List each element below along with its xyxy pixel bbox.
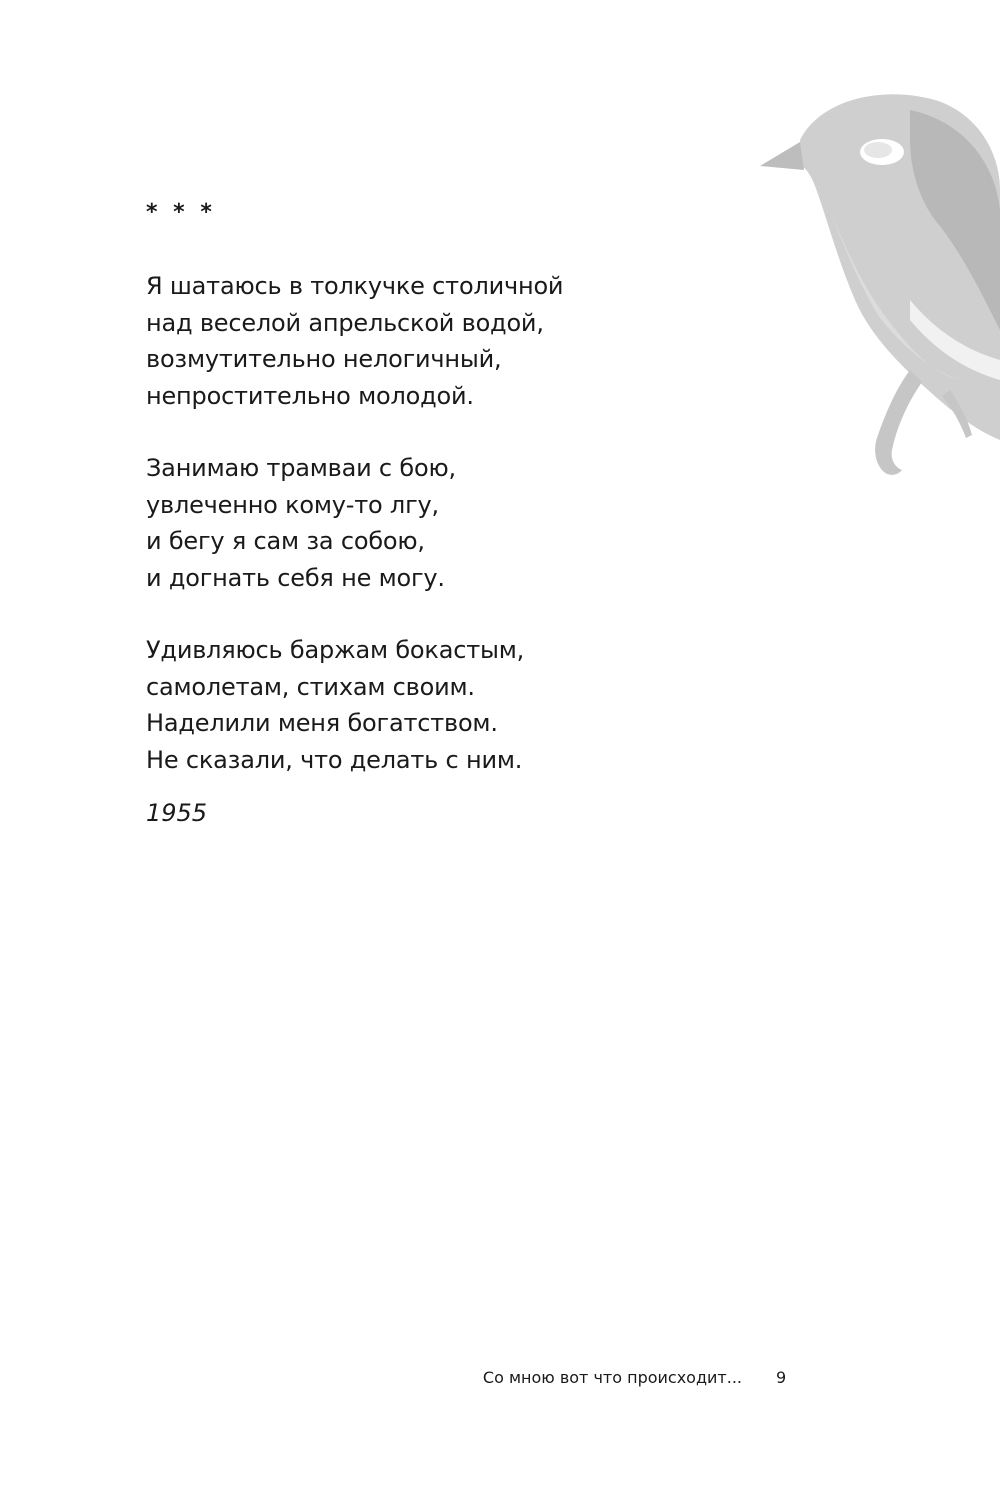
poem-line: Не сказали, что делать с ним. xyxy=(146,745,523,774)
poem-line: Наделили меня богатством. xyxy=(146,709,498,737)
poem-separator: * * * xyxy=(146,200,216,225)
poem-line: возмутительно нелогичный, xyxy=(146,345,502,373)
stanza-3 xyxy=(146,632,706,778)
poem-line: увлеченно кому-то лгу, xyxy=(146,490,439,519)
poem-line: Занимаю трамваи с бою, xyxy=(146,454,456,482)
page-footer xyxy=(0,1364,1000,1394)
bird-icon xyxy=(760,70,1000,490)
poem-line: непростительно молодой. xyxy=(146,381,474,410)
poem-line: над веселой апрельской водой, xyxy=(146,308,544,337)
poem-line: самолетам, стихам своим. xyxy=(146,672,475,701)
stanza-2 xyxy=(146,450,706,596)
poem-line: Я шатаюсь в толкучке столичной xyxy=(146,272,564,300)
page-number: 9 xyxy=(776,1368,787,1387)
stanza-1 xyxy=(146,268,706,414)
poem-line: и догнать себя не могу. xyxy=(146,563,445,592)
poem-line: и бегу я сам за собою, xyxy=(146,527,425,555)
poem-date: 1955 xyxy=(146,799,208,827)
running-title: Со мною вот что происходит... xyxy=(482,1368,742,1387)
poem xyxy=(146,196,706,830)
poem-line: Удивляюсь баржам бокастым, xyxy=(146,636,525,664)
